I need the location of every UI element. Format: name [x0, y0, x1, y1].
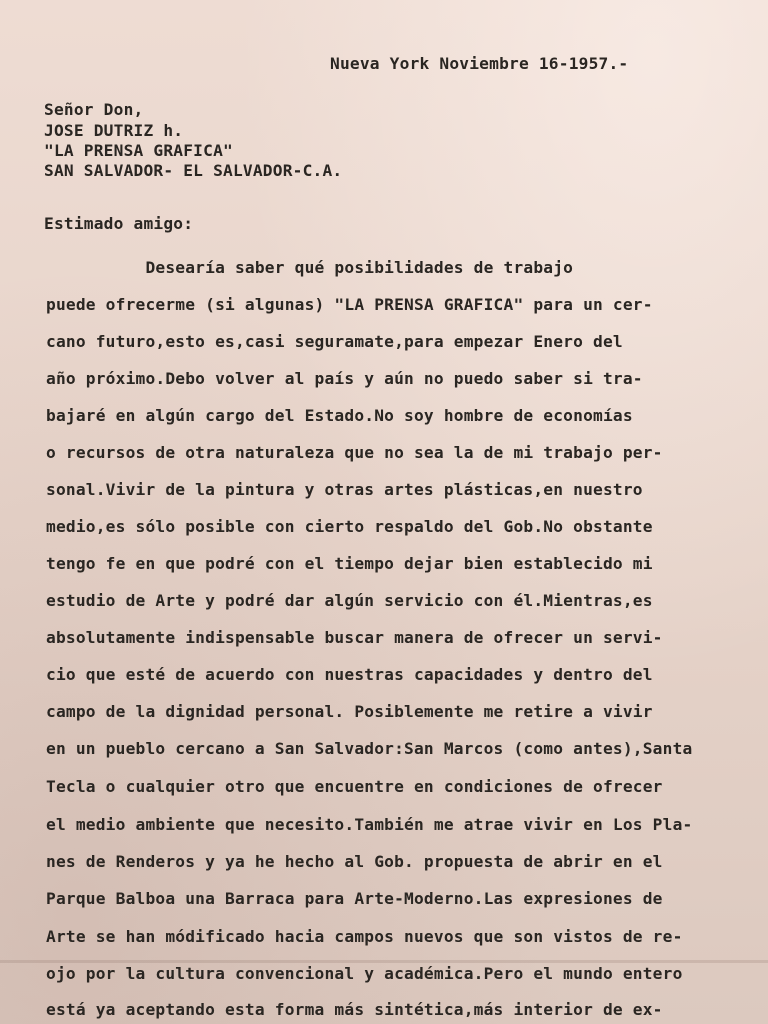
- body-line: Arte se han módificado hacia campos nuevos que son vistos de re-: [46, 927, 683, 946]
- body-line: absolutamente indispensable buscar manera de ofrecer un servi-: [46, 628, 663, 647]
- address-organization: "LA PRENSA GRAFICA": [44, 141, 233, 160]
- body-line: nes de Renderos y ya he hecho al Gob. propuesta de abrir en el: [46, 852, 663, 871]
- address-location: SAN SALVADOR- EL SALVADOR-C.A.: [44, 161, 343, 180]
- body-line: Tecla o cualquier otro que encuentre en condiciones de ofrecer: [46, 777, 663, 796]
- body-line: cio que esté de acuerdo con nuestras capacidades y dentro del: [46, 665, 653, 684]
- body-line: bajaré en algún cargo del Estado.No soy hombre de economías: [46, 406, 633, 425]
- body-line: Desearía saber qué posibilidades de trabajo: [46, 258, 574, 277]
- letter-greeting: Estimado amigo:: [44, 214, 194, 233]
- body-line: campo de la dignidad personal. Posiblemente me retire a vivir: [46, 702, 653, 721]
- body-line: año próximo.Debo volver al país y aún no puedo saber si tra-: [46, 369, 643, 388]
- body-line: medio,es sólo posible con cierto respaldo del Gob.No obstante: [46, 517, 653, 536]
- body-line: tengo fe en que podré con el tiempo dejar bien establecido mi: [46, 554, 653, 573]
- body-line: el medio ambiente que necesito.También me atrae vivir en Los Pla-: [46, 815, 693, 834]
- letter-date: Nueva York Noviembre 16-1957.-: [330, 54, 629, 73]
- body-line: ojo por la cultura convencional y académica.Pero el mundo entero: [46, 964, 683, 983]
- body-line: puede ofrecerme (si algunas) "LA PRENSA GRAFICA" para un cer-: [46, 295, 653, 314]
- body-line: o recursos de otra naturaleza que no sea la de mi trabajo per-: [46, 443, 663, 462]
- body-line: estudio de Arte y podré dar algún servicio con él.Mientras,es: [46, 591, 653, 610]
- body-line: Parque Balboa una Barraca para Arte-Moderno.Las expresiones de: [46, 889, 663, 908]
- body-line: cano futuro,esto es,casi seguramate,para empezar Enero del: [46, 332, 623, 351]
- body-line: en un pueblo cercano a San Salvador:San Marcos (como antes),Santa: [46, 739, 693, 758]
- body-line: está ya aceptando esta forma más sintética,más interior de ex-: [46, 1000, 663, 1019]
- address-recipient-name: JOSE DUTRIZ h.: [44, 121, 184, 140]
- body-line: sonal.Vivir de la pintura y otras artes plásticas,en nuestro: [46, 480, 643, 499]
- address-salutation-title: Señor Don,: [44, 100, 144, 119]
